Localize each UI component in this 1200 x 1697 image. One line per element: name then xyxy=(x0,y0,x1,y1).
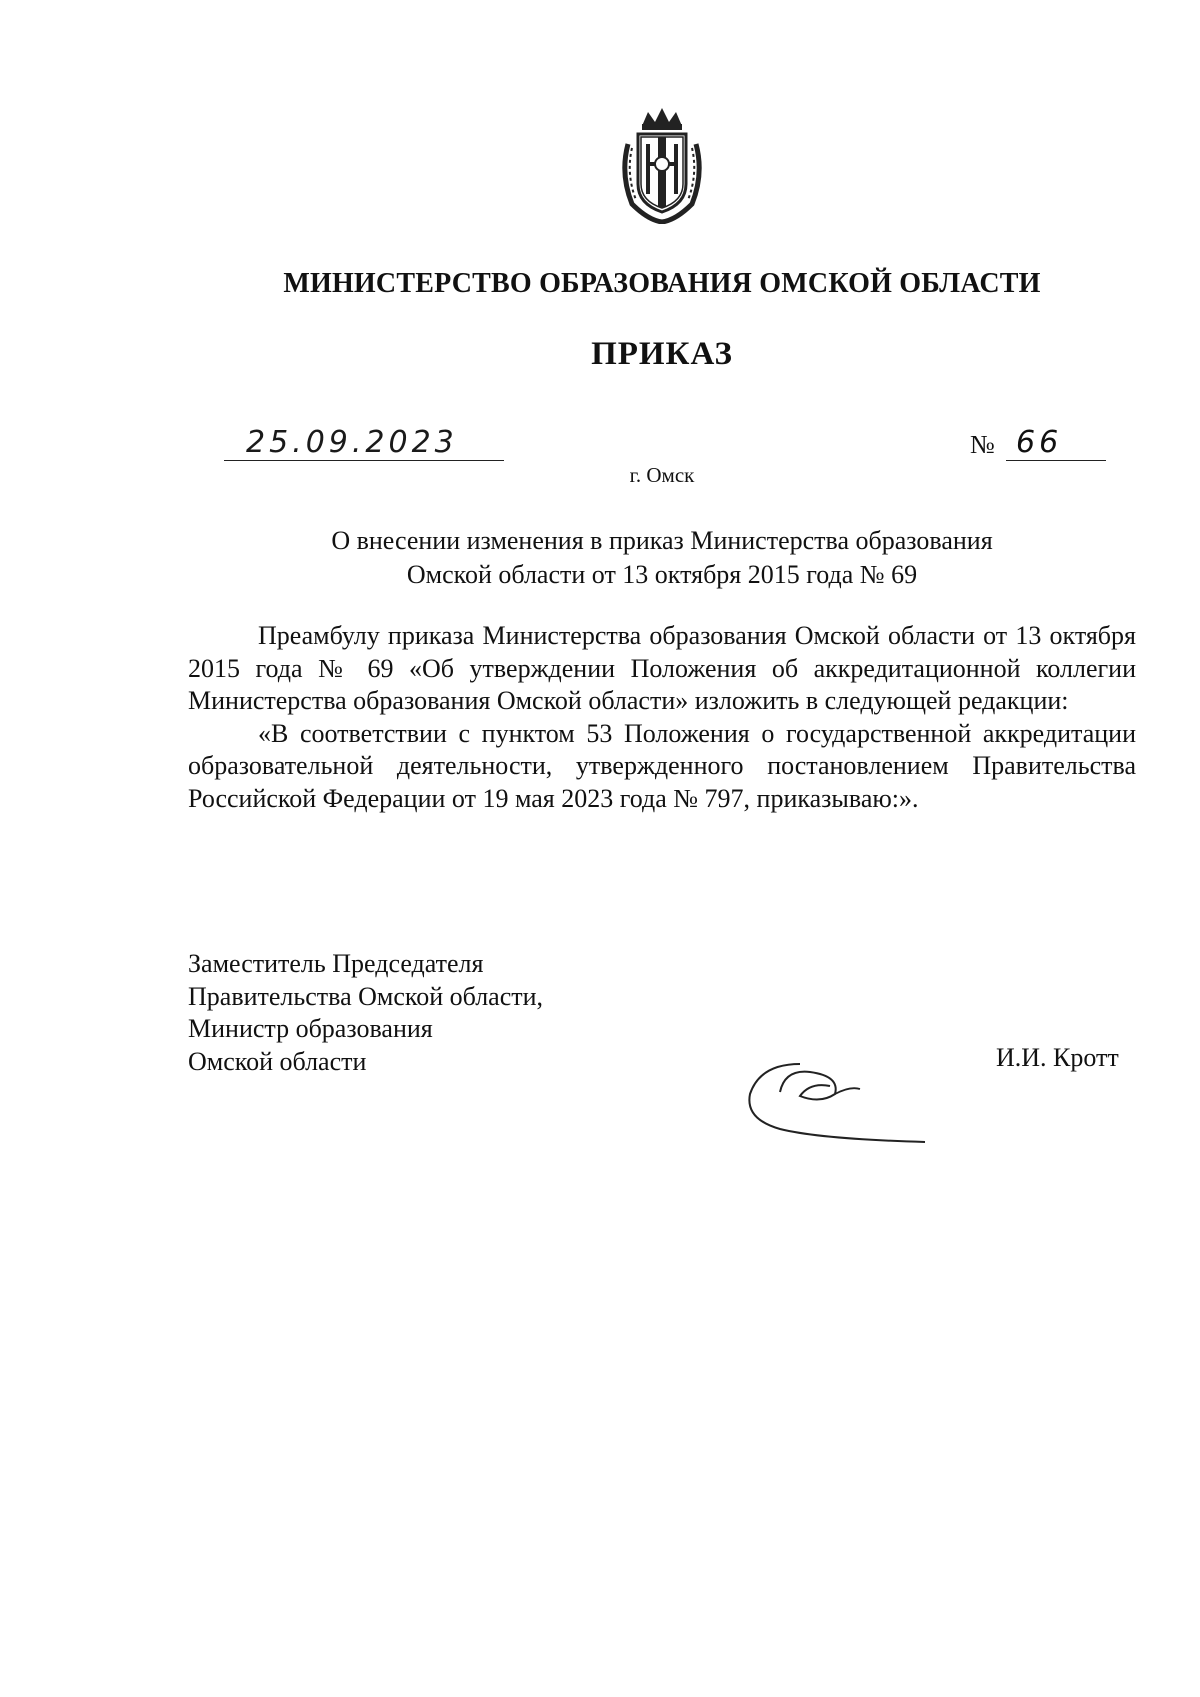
number-underline xyxy=(1006,460,1106,461)
order-number: 66 xyxy=(1016,425,1063,460)
number-prefix: № xyxy=(970,430,995,459)
body-paragraph-1: Преамбулу приказа Министерства образования Омской области от 13 октября 2015 года № 69 «Об утверждении Положения об аккредитационной коллегии Министерства образования Омской области» изложить в следующей редакции: xyxy=(188,621,1136,715)
ministry-title: МИНИСТЕРСТВО ОБРАЗОВАНИЯ ОМСКОЙ ОБЛАСТИ xyxy=(283,268,1041,299)
signatory-line: Министр образования xyxy=(188,1014,433,1043)
date-underline xyxy=(224,460,504,461)
signatory-position xyxy=(188,948,543,1078)
coat-of-arms-icon xyxy=(618,104,706,224)
order-subject xyxy=(0,524,1200,592)
signatory-line: Заместитель Председателя xyxy=(188,949,484,978)
order-body xyxy=(188,620,1136,815)
subject-line-2: Омской области от 13 октября 2015 года № 69 xyxy=(406,560,918,589)
handwritten-signature xyxy=(740,1044,930,1154)
signatory-line: Омской области xyxy=(188,1046,367,1076)
body-paragraph-2: «В соответствии с пунктом 53 Положения о государственной аккредитации образовательной деятельности, утвержденного постановлением Правительства Российской Федерации от 19 мая 2023 года № 797, приказываю:». xyxy=(188,718,1136,813)
signatory-line: Правительства Омской области, xyxy=(188,981,544,1011)
order-date: 25.09.2023 xyxy=(246,425,458,460)
city: г. Омск xyxy=(629,463,695,487)
signer-name: И.И. Кротт xyxy=(996,1043,1119,1072)
subject-line-1: О внесении изменения в приказ Министерства образования xyxy=(331,526,993,555)
document-type: ПРИКАЗ xyxy=(591,336,733,372)
